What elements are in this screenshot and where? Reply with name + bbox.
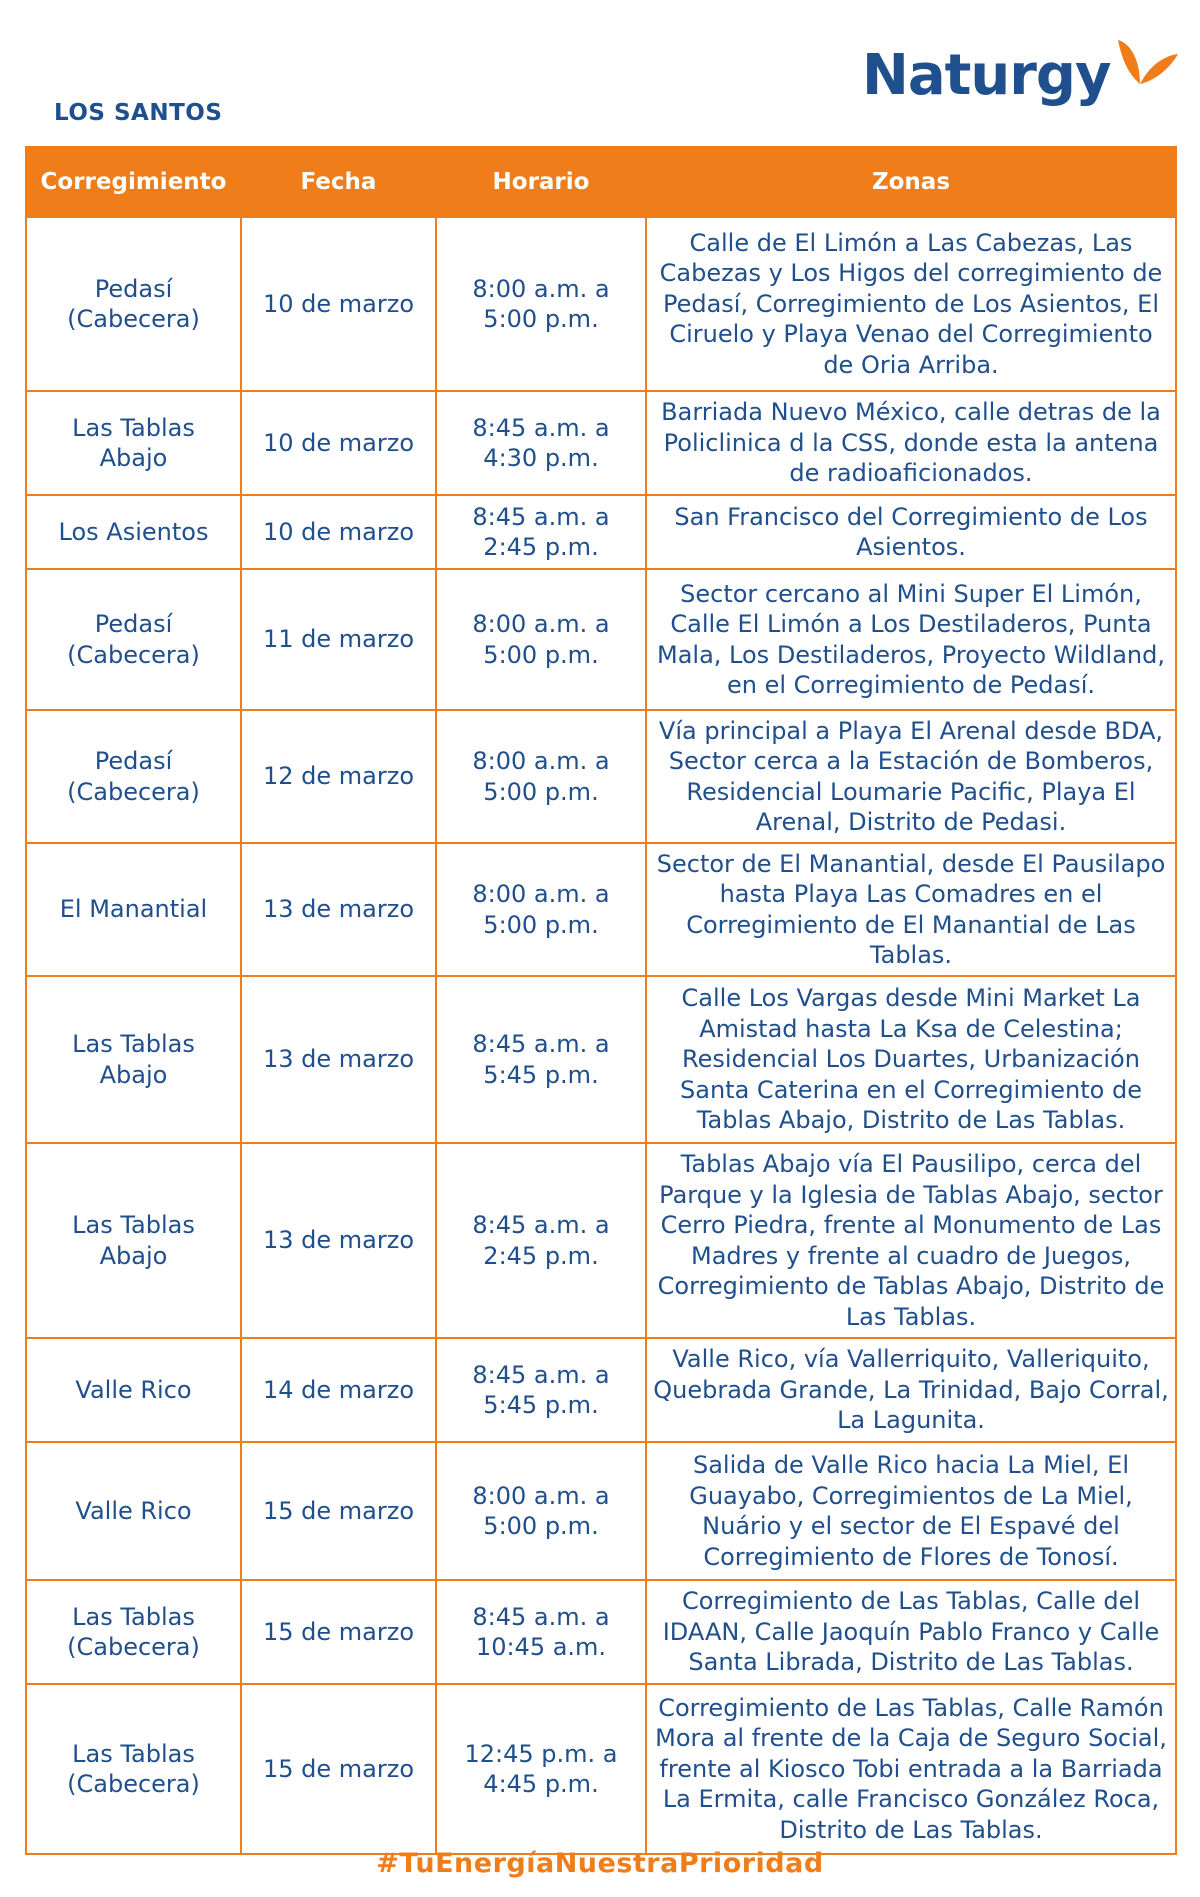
cell-zonas: Tablas Abajo vía El Pausilipo, cerca del Parque y la Iglesia de Tablas Abajo, sector Cerro Piedra, frente al Monumento de Las Madres y frente al cuadro de Juegos, Corregimiento de Tablas Abajo, Distrito de Las Tablas.	[646, 1143, 1176, 1338]
cell-zonas: Corregimiento de Las Tablas, Calle del IDAAN, Calle Jaoquín Pablo Franco y Calle Santa Librada, Distrito de Las Tablas.	[646, 1580, 1176, 1684]
cell-zonas: Calle de El Limón a Las Cabezas, Las Cabezas y Los Higos del corregimiento de Pedasí, Corregimiento de Los Asientos, El Ciruelo y Playa Venao del Corregimiento de Oria Arriba.	[646, 217, 1176, 391]
cell-horario: 12:45 p.m. a 4:45 p.m.	[436, 1684, 646, 1854]
cell-horario: 8:45 a.m. a 5:45 p.m.	[436, 1338, 646, 1442]
cell-horario: 8:00 a.m. a 5:00 p.m.	[436, 217, 646, 391]
cell-fecha: 13 de marzo	[241, 1143, 436, 1338]
table-row	[26, 843, 1176, 976]
cell-corregimiento: Los Asientos	[26, 495, 241, 569]
header-fecha: Fecha	[241, 147, 436, 217]
cell-fecha: 15 de marzo	[241, 1580, 436, 1684]
cell-fecha: 10 de marzo	[241, 217, 436, 391]
cell-horario: 8:45 a.m. a 5:45 p.m.	[436, 976, 646, 1143]
cell-horario: 8:45 a.m. a 2:45 p.m.	[436, 495, 646, 569]
cell-corregimiento: Las Tablas (Cabecera)	[26, 1684, 241, 1854]
table-header-row	[26, 147, 1176, 217]
cell-zonas: San Francisco del Corregimiento de Los Asientos.	[646, 495, 1176, 569]
cell-horario: 8:45 a.m. a 2:45 p.m.	[436, 1143, 646, 1338]
region-title: LOS SANTOS	[54, 100, 223, 126]
brand-name: Naturgy	[862, 43, 1111, 108]
header-corregimiento: Corregimiento	[26, 147, 241, 217]
cell-fecha: 14 de marzo	[241, 1338, 436, 1442]
cell-corregimiento: El Manantial	[26, 843, 241, 976]
cell-corregimiento: Las Tablas Abajo	[26, 391, 241, 495]
cell-zonas: Corregimiento de Las Tablas, Calle Ramón Mora al frente de la Caja de Seguro Social, frente al Kiosco Tobi entrada a la Barriada La Ermita, calle Francisco González Roca, Distrito de Las Tablas.	[646, 1684, 1176, 1854]
schedule-table	[25, 146, 1177, 1855]
cell-fecha: 13 de marzo	[241, 843, 436, 976]
cell-fecha: 10 de marzo	[241, 391, 436, 495]
table-row	[26, 217, 1176, 391]
cell-zonas: Sector de El Manantial, desde El Pausilapo hasta Playa Las Comadres en el Corregimiento de El Manantial de Las Tablas.	[646, 843, 1176, 976]
cell-zonas: Valle Rico, vía Vallerriquito, Valleriquito, Quebrada Grande, La Trinidad, Bajo Corral, La Lagunita.	[646, 1338, 1176, 1442]
cell-horario: 8:00 a.m. a 5:00 p.m.	[436, 843, 646, 976]
cell-horario: 8:00 a.m. a 5:00 p.m.	[436, 710, 646, 843]
cell-zonas: Salida de Valle Rico hacia La Miel, El Guayabo, Corregimientos de La Miel, Nuário y el sector de El Espavé del Corregimiento de Flores de Tonosí.	[646, 1442, 1176, 1580]
table-row	[26, 710, 1176, 843]
cell-fecha: 12 de marzo	[241, 710, 436, 843]
cell-corregimiento: Pedasí (Cabecera)	[26, 710, 241, 843]
cell-zonas: Vía principal a Playa El Arenal desde BDA, Sector cerca a la Estación de Bomberos, Residencial Loumarie Pacific, Playa El Arenal, Distrito de Pedasi.	[646, 710, 1176, 843]
brand-logo	[862, 34, 1180, 124]
header-zonas: Zonas	[646, 147, 1176, 217]
butterfly-icon	[1110, 34, 1180, 104]
table-row	[26, 391, 1176, 495]
table-row	[26, 1338, 1176, 1442]
cell-horario: 8:00 a.m. a 5:00 p.m.	[436, 569, 646, 710]
cell-zonas: Sector cercano al Mini Super El Limón, Calle El Limón a Los Destiladeros, Punta Mala, Los Destiladeros, Proyecto Wildland, en el Corregimiento de Pedasí.	[646, 569, 1176, 710]
cell-corregimiento: Las Tablas Abajo	[26, 1143, 241, 1338]
cell-corregimiento: Valle Rico	[26, 1442, 241, 1580]
cell-corregimiento: Las Tablas (Cabecera)	[26, 1580, 241, 1684]
header-horario: Horario	[436, 147, 646, 217]
cell-corregimiento: Valle Rico	[26, 1338, 241, 1442]
cell-fecha: 13 de marzo	[241, 976, 436, 1143]
cell-fecha: 11 de marzo	[241, 569, 436, 710]
footer-hashtag: #TuEnergíaNuestraPrioridad	[376, 1848, 824, 1879]
table-row	[26, 1442, 1176, 1580]
cell-corregimiento: Las Tablas Abajo	[26, 976, 241, 1143]
cell-zonas: Barriada Nuevo México, calle detras de la Policlinica d la CSS, donde esta la antena de radioaficionados.	[646, 391, 1176, 495]
cell-fecha: 15 de marzo	[241, 1442, 436, 1580]
cell-horario: 8:00 a.m. a 5:00 p.m.	[436, 1442, 646, 1580]
cell-fecha: 15 de marzo	[241, 1684, 436, 1854]
cell-fecha: 10 de marzo	[241, 495, 436, 569]
table-row	[26, 495, 1176, 569]
cell-horario: 8:45 a.m. a 4:30 p.m.	[436, 391, 646, 495]
cell-corregimiento: Pedasí (Cabecera)	[26, 217, 241, 391]
table-row	[26, 1580, 1176, 1684]
table-row	[26, 1143, 1176, 1338]
cell-corregimiento: Pedasí (Cabecera)	[26, 569, 241, 710]
table-row	[26, 1684, 1176, 1854]
table-row	[26, 569, 1176, 710]
cell-zonas: Calle Los Vargas desde Mini Market La Amistad hasta La Ksa de Celestina; Residencial Los Duartes, Urbanización Santa Caterina en el Corregimiento de Tablas Abajo, Distrito de Las Tablas.	[646, 976, 1176, 1143]
cell-horario: 8:45 a.m. a 10:45 a.m.	[436, 1580, 646, 1684]
table-row	[26, 976, 1176, 1143]
